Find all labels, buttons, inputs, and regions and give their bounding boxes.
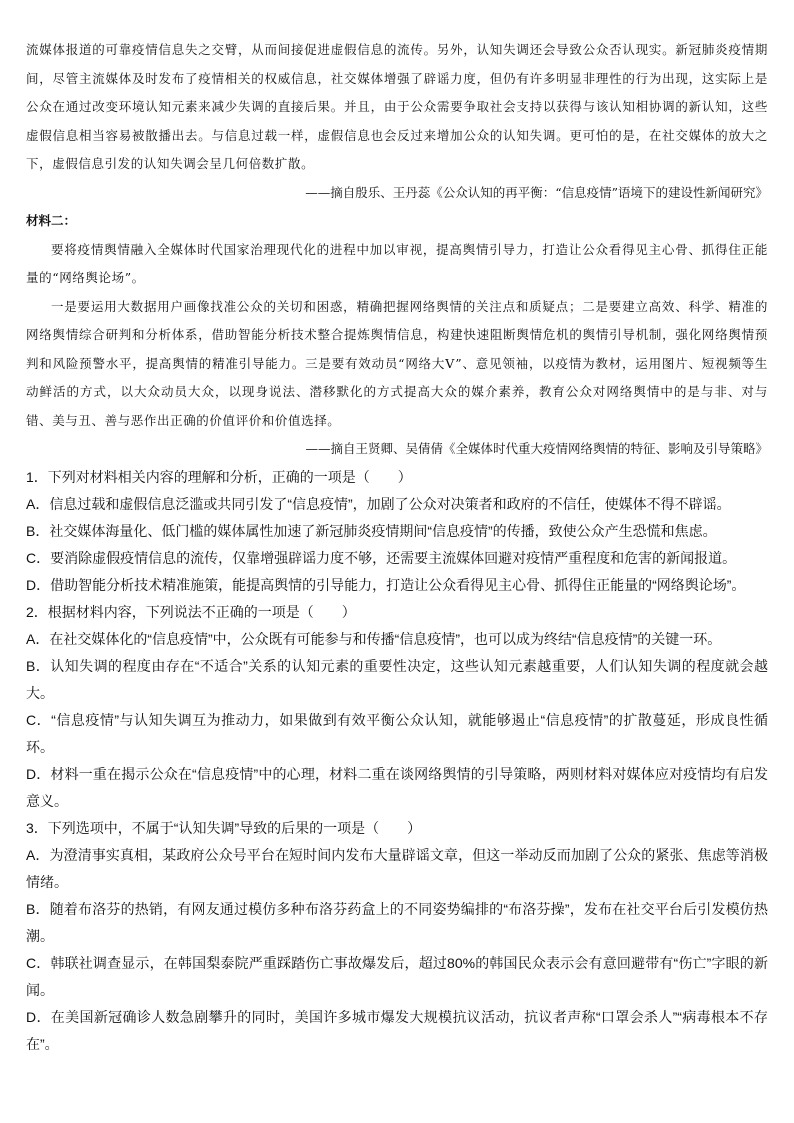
question-1-stem: 1．下列对材料相关内容的理解和分析，正确的一项是（ ） xyxy=(26,468,412,485)
question-1-option-a: A．信息过载和虚假信息泛滥或共同引发了“信息疫情”，加剧了公众对决策者和政府的不信任，使媒体不得不辟谣。 xyxy=(26,495,731,512)
question-1-option-b: B．社交媒体海量化、低门槛的媒体属性加速了新冠肺炎疫情期间“信息疫情”的传播，致使公众产生恐慌和焦虑。 xyxy=(26,522,717,539)
material-two-body xyxy=(26,236,768,436)
question-2 xyxy=(26,599,768,815)
question-3-option-a: A．为澄清事实真相，某政府公众号平台在短时间内发布大量辟谣文章，但这一举动反而加剧了公众的紧张、焦虑等消极情绪。 xyxy=(26,846,768,890)
question-2-stem: 2．根据材料内容，下列说法不正确的一项是（ ） xyxy=(26,603,356,620)
exam-page xyxy=(26,36,768,1058)
question-1-option-c: C．要消除虚假疫情信息的流传，仅靠增强辟谣力度不够，还需要主流媒体回避对疫情严重程度和危害的新闻报道。 xyxy=(26,549,737,566)
material-two-heading: 材料二： xyxy=(26,213,77,228)
question-1 xyxy=(26,464,768,599)
material-one-excerpt xyxy=(26,36,768,179)
question-2-option-d: D．材料一重在揭示公众在“信息疫情”中的心理，材料二重在谈网络舆情的引导策略，两则材料对媒体应对疫情均有启发意义。 xyxy=(26,765,768,809)
question-1-option-d: D．借助智能分析技术精准施策，能提高舆情的引导能力，打造让公众看得见主心骨、抓得住正能量的“网络舆论场”。 xyxy=(26,576,746,593)
question-3 xyxy=(26,815,768,1058)
question-3-option-b: B．随着布洛芬的热销，有网友通过模仿多种布洛芬药盒上的不同姿势编排的“布洛芬操”，发布在社交平台后引发模仿热潮。 xyxy=(26,900,768,944)
material-two-paragraph-1: 要将疫情舆情融入全媒体时代国家治理现代化的进程中加以审视，提高舆情引导力，打造让公众看得见主心骨、抓得住正能量的“网络舆论场”。 xyxy=(26,241,768,285)
question-2-option-c: C．“信息疫情”与认知失调互为推动力，如果做到有效平衡公众认知，就能够遏止“信息疫情”的扩散蔓延，形成良性循环。 xyxy=(26,711,768,755)
question-2-option-a: A．在社交媒体化的“信息疫情”中，公众既有可能参与和传播“信息疫情”，也可以成为终结“信息疫情”的关键一环。 xyxy=(26,630,722,647)
question-3-stem: 3．下列选项中，不属于“认知失调”导致的后果的一项是（ ） xyxy=(26,819,422,836)
material-one-source: ——摘自殷乐、王丹蕊《公众认知的再平衡：“信息疫情”语境下的建设性新闻研究》 xyxy=(305,184,768,200)
question-2-option-b: B．认知失调的程度由存在“不适合”关系的认知元素的重要性决定，这些认知元素越重要，人们认知失调的程度就会越大。 xyxy=(26,657,768,701)
question-3-option-c: C．韩联社调查显示，在韩国梨泰院严重踩踏伤亡事故爆发后，超过80%的韩国民众表示会有意回避带有“伤亡”字眼的新闻。 xyxy=(26,954,768,998)
material-two-paragraph-2: 一是要运用大数据用户画像找准公众的关切和困惑，精确把握网络舆情的关注点和质疑点；二是要建立高效、科学、精准的网络舆情综合研判和分析体系，借助智能分析技术整合提炼舆情信息，构建快速阻断舆情危机的舆情引导机制，强化网络舆情预判和风险预警水平，提高舆情的精准引导能力。三是要有效动员“网络大V”、意见领袖，以疫情为教材，运用图片、短视频等生动鲜活的方式，以大众动员大众，以现身说法、潜移默化的方式提高大众的媒介素养，教育公众对网络舆情中的是与非、对与错、美与丑、善与恶作出正确的价值评价和价值选择。 xyxy=(26,298,768,428)
material-two-source: ——摘自王贤卿、吴倩倩《全媒体时代重大疫情网络舆情的特征、影响及引导策略》 xyxy=(305,441,768,456)
question-3-option-d: D．在美国新冠确诊人数急剧攀升的同时，美国许多城市爆发大规模抗议活动，抗议者声称“口罩会杀人”“病毒根本不存在”。 xyxy=(26,1008,768,1052)
material-one-paragraph: 流媒体报道的可靠疫情信息失之交臂，从而间接促进虚假信息的流传。另外，认知失调还会导致公众否认现实。新冠肺炎疫情期间，尽管主流媒体及时发布了疫情相关的权威信息，社交媒体增强了辟谣力度，但仍有许多明显非理性的行为出现，这实际上是公众在通过改变环境认知元素来减少失调的直接后果。并且，由于公众需要争取社会支持以获得与该认知相协调的新认知，这些虚假信息相当容易被散播出去。与信息过载一样，虚假信息也会反过来增加公众的认知失调。更可怕的是，在社交媒体的放大之下，虚假信息引发的认知失调会呈几何倍数扩散。 xyxy=(26,42,768,171)
